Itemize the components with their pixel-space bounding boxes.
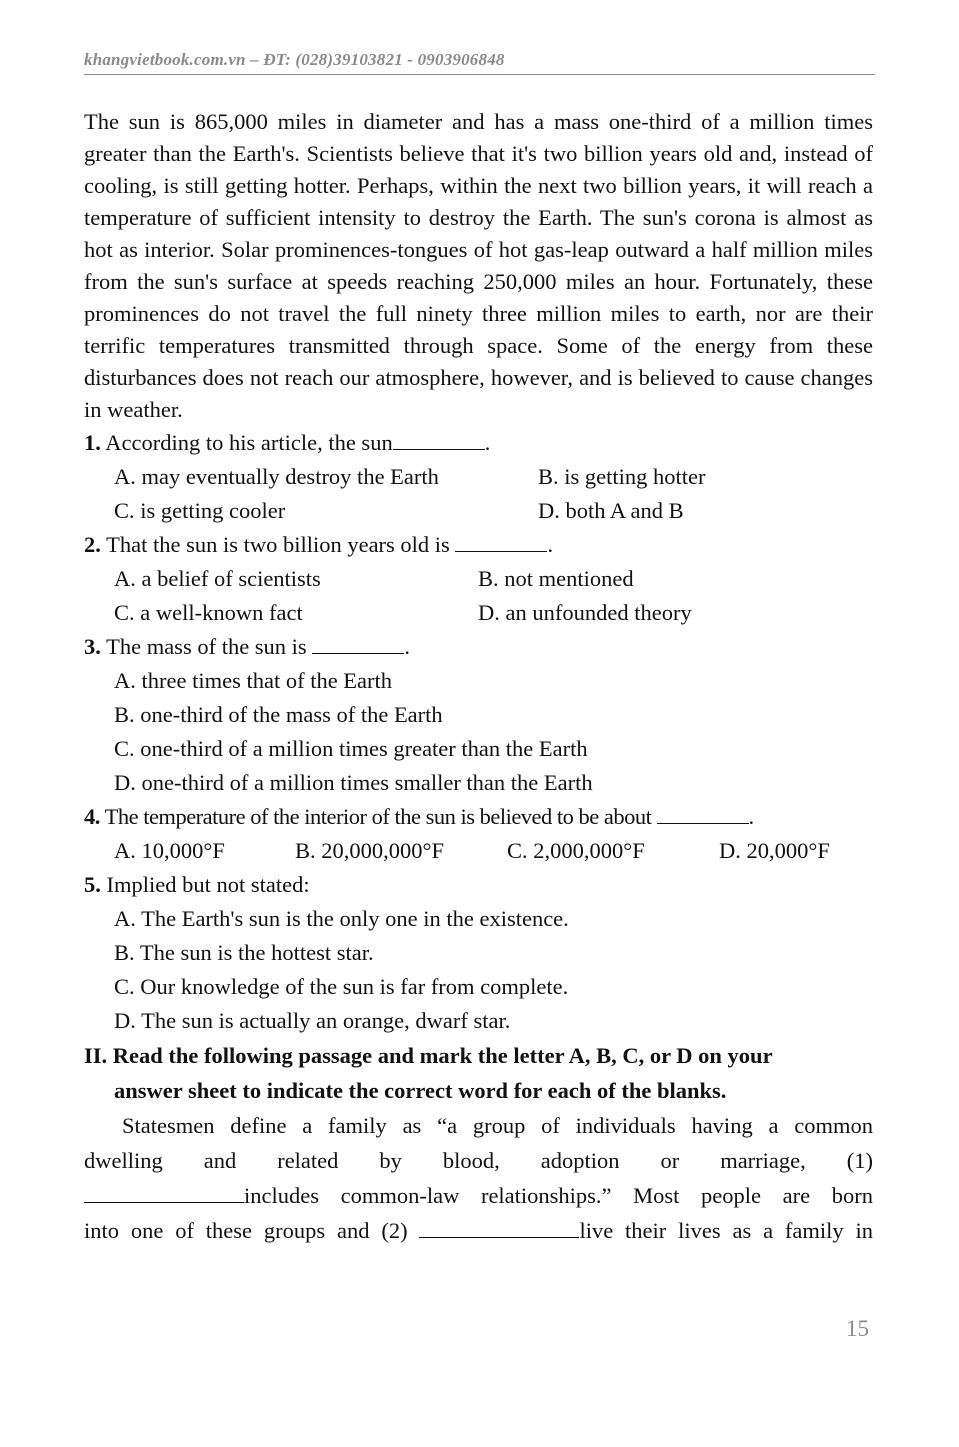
answer-blank <box>657 804 749 824</box>
question-end: . <box>547 532 554 557</box>
reading-passage: The sun is 865,000 miles in diameter and has a mass one-third of a million times greater than the Earth's. Scientists believe that it's two billion years old and, instead of cooling, is still getting hotter. Perhaps, within the next two billion years, it will reach a temperature of sufficient intensity to destroy the Earth. The sun's corona is almost as hot as interior. Solar prominences-tongues of hot gas-leap outward a half million miles from the sun's surface at speeds reaching 250,000 miles an hour. Fortunately, these prominences do not travel the full ninety three million miles to earth, nor are their terrific temperatures transmitted through space. Some of the energy from these disturbances does not reach our atmosphere, however, and is believed to cause changes in weather. <box>84 109 873 422</box>
cloze-blank-2 <box>419 1218 579 1238</box>
option-a[interactable]: A. a belief of scientists <box>114 566 321 591</box>
option-c[interactable]: C. a well-known fact <box>114 600 303 625</box>
answer-blank <box>455 532 547 552</box>
question-number: 2. <box>84 532 101 557</box>
options-row <box>84 562 873 596</box>
option-c[interactable]: C. is getting cooler <box>114 498 286 523</box>
cloze-blank-1 <box>84 1183 244 1203</box>
option-d[interactable]: D. The sun is actually an orange, dwarf star. <box>114 1008 511 1033</box>
cloze-line-2: dwelling and related by blood, adoption or marriage, (1) <box>84 1148 873 1173</box>
option-b[interactable]: B. one-third of the mass of the Earth <box>114 702 443 727</box>
option-c[interactable]: C. 2,000,000°F <box>507 838 645 863</box>
question-stem: That the sun is two billion years old is <box>106 532 450 557</box>
section-heading-line-2: answer sheet to indicate the correct word for each of the blanks. <box>114 1078 727 1103</box>
header-rule <box>84 74 875 75</box>
answer-blank <box>393 430 485 450</box>
cloze-line-4-text-before: into one of these groups and (2) <box>84 1218 408 1243</box>
question-stem: The temperature of the interior of the sun is believed to be about <box>104 804 652 829</box>
option-b[interactable]: B. The sun is the hottest star. <box>114 940 374 965</box>
option-a[interactable]: A. 10,000°F <box>114 838 225 863</box>
options-row <box>84 596 873 630</box>
page-number: 15 <box>846 1316 869 1341</box>
options-row <box>84 834 873 868</box>
options-row <box>84 460 873 494</box>
option-d[interactable]: D. an unfounded theory <box>478 600 692 625</box>
section-heading-line-1: II. Read the following passage and mark the letter A, B, C, or D on your <box>84 1043 773 1068</box>
question-end: . <box>484 430 491 455</box>
question-number: 5. <box>84 872 101 897</box>
option-d[interactable]: D. 20,000°F <box>719 838 830 863</box>
question-number: 1. <box>84 430 101 455</box>
section-heading <box>84 1038 873 1108</box>
cloze-line-3-text: includes common-law relationships.” Most people are born <box>244 1183 873 1208</box>
page-header: khangvietbook.com.vn – ĐT: (028)39103821 - 0903906848 <box>84 50 505 69</box>
page-content <box>84 106 873 1248</box>
question-stem: The mass of the sun is <box>106 634 307 659</box>
question-stem: According to his article, the sun <box>105 430 393 455</box>
question-1 <box>84 426 873 460</box>
question-stem: Implied but not stated: <box>106 872 310 897</box>
question-number: 3. <box>84 634 101 659</box>
option-b[interactable]: B. not mentioned <box>478 566 634 591</box>
question-4 <box>84 800 873 834</box>
question-number: 4. <box>84 804 100 829</box>
option-b[interactable]: B. 20,000,000°F <box>295 838 445 863</box>
cloze-line-3 <box>84 1178 873 1213</box>
option-a[interactable]: A. three times that of the Earth <box>114 668 393 693</box>
question-end: . <box>748 804 754 829</box>
option-a[interactable]: A. may eventually destroy the Earth <box>114 464 439 489</box>
option-c[interactable]: C. one-third of a million times greater than the Earth <box>114 736 588 761</box>
options-row <box>84 494 873 528</box>
option-d[interactable]: D. one-third of a million times smaller than the Earth <box>114 770 593 795</box>
cloze-line-4 <box>84 1213 873 1248</box>
option-d[interactable]: D. both A and B <box>538 498 684 523</box>
option-a[interactable]: A. The Earth's sun is the only one in the existence. <box>114 906 569 931</box>
question-end: . <box>404 634 410 659</box>
answer-blank <box>312 634 404 654</box>
cloze-passage <box>84 1108 873 1248</box>
question-5 <box>84 868 873 902</box>
option-c[interactable]: C. Our knowledge of the sun is far from complete. <box>114 974 569 999</box>
cloze-line-4-text-after: live their lives as a family in <box>579 1218 874 1243</box>
question-2 <box>84 528 873 562</box>
cloze-line-1: Statesmen define a family as “a group of individuals having a common <box>122 1113 873 1138</box>
option-b[interactable]: B. is getting hotter <box>538 464 706 489</box>
question-3 <box>84 630 873 664</box>
